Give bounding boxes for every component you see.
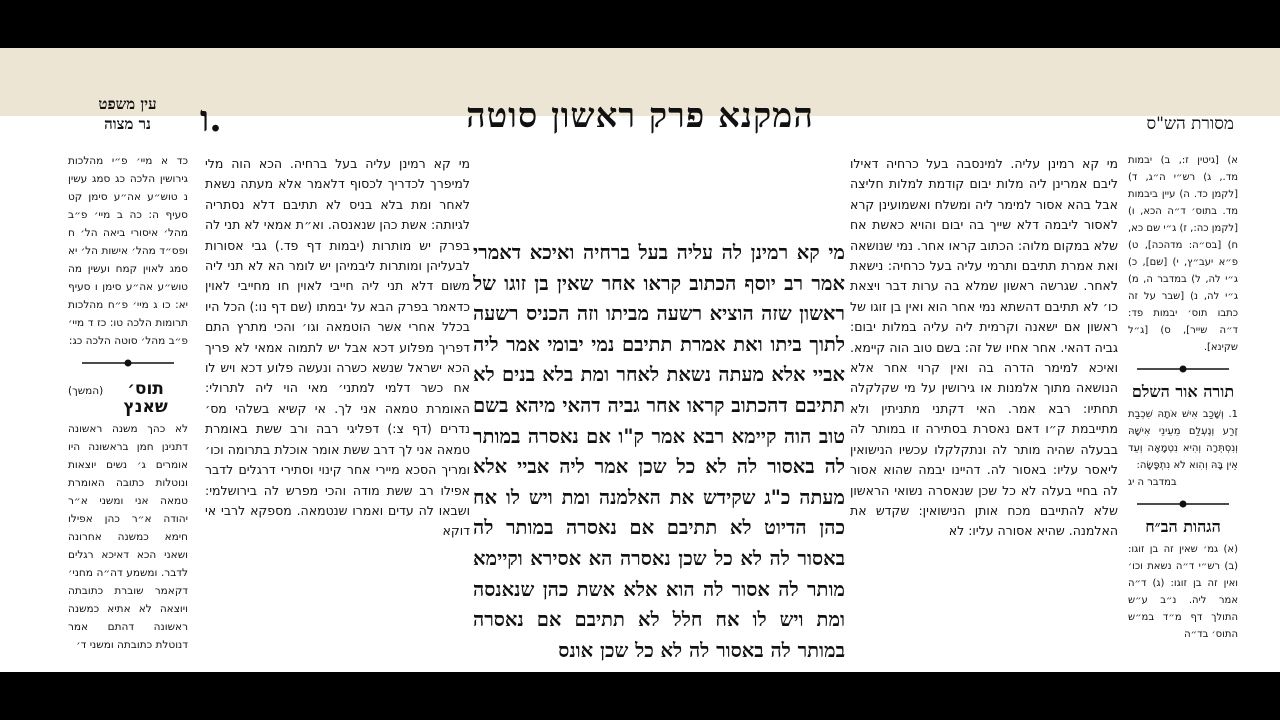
- rashi-text: מי קא רמינן עליה. למינסבה בעל כרחיה דאילו ליבם אמרינן ליה מלות יבום קודמת למלות חליצה אבל בהא אסור למימר ליה ומשלח ואשמועינן קרא לאסור ליבמה דלא שייך בה יבום והויא כאשת אח שלא במקום מלוה: הכתוב קראו אחר. נמי שנושאה ואת אמרת תתיבם ותרמי עליה בעל כרחיה: נישאת לאחר. שגרשה ראשון שמלא בה ערות דבר ויצאת כו׳ לא תתיבם דהשתא נמי אחר הוא ואין בן זוגו של ראשון אם ישאנה וקרמית ליה עליה במלות יבום: גביה דהאי. אחר אחיו של זה: בשם טוב הוה קיימא. ואיכא למימר הדרה בה ואין קרוי אחר אלא הנושאה מתוך אלמנות או גירושין על מי שקלקלה תחתיו: רבא אמר. האי דקתני מתניתין ולא מתייבמת ק״ו דאם נאסרת בסתירה זו במותר לה בבעלה שהיה מותר לה ונתקלקלו עכשיו הנישואין ליאסר עליו: באסור לה. דהיינו יבמה שהוא אסור לה בחיי בעלה לא כל שכן שנאסרה נשואי הראשון שלא להתייבם מכח אותן הנישואין: שקדש את האלמנה. שהיא אסורה עליו: לא: [850, 156, 1118, 539]
- masoret-hashas-notes: א) [גיטין ז:, ב) יבמות מד., ג) רש״י ה״ג, ד) [לקמן כד. ה) עיין ביבמות מד. בתוס׳ ד״ה הכא, ו) [לקמן כה:, ז) ג״י שם כא, ח) [בס״ה: מדהכה], ט) פ״א יעב״ץ, י) [שם], כ) ג״י לה, ל) במדבר ה, מ) ג״י לה, נ) [שבר על זה כתבו תוס׳ יבמות פד: ד״ה שייר], ס) [ג״ל שקינא].: [1128, 155, 1238, 353]
- ein-mishpat-header: [80, 94, 175, 134]
- gemara-text-block: [473, 238, 845, 672]
- left-margin-column: [68, 152, 188, 672]
- ein-mishpat-notes: כד א מיי׳ פ״י מהלכות גירושין הלכה כג סמג עשין נ טוש״ע אה״ע סימן קט סעיף ה: כה ב מיי׳ פ״ב מהל׳ איסורי ביאה הל׳ ח ופס״ד מהל׳ אישות הל׳ יא סמג לאוין קמח ועשין מה טוש״ע אה״ע סימן ו סעיף יא: כו ג מיי׳ פ״ח מהלכות תרומות הלכה טו: כז ד מיי׳ פ״ב מהל׳ סוטה הלכה כג:: [68, 155, 188, 347]
- torah-or-text: 1. וְשָׁכַב אִישׁ אֹתָהּ שִׁכְבַת זֶרַע וְנֶעְלַם מֵעֵינֵי אִישָׁהּ וְנִסְתְּרָה וְהִיא נִטְמָאָה וְעֵד אֵין בָּהּ וְהִוא לֹא נִתְפָּשָׂה:: [1128, 409, 1238, 471]
- talmud-page: [0, 48, 1280, 672]
- tosafot-shantz-title: תוס׳ שאנץ: [123, 379, 168, 417]
- hagahot-bach-text: (א) גמ׳ שאין זה בן זוגו: (ב) רש״י ד״ה נשאת וכו׳ ואין זה בן זוגו: (ג) ד״ה אמר ליה. נ״ב ע״ש התולך דף מ״ד במ״ש התוס׳ בד״ה: [1128, 544, 1238, 640]
- ornament-divider-icon: [1133, 497, 1233, 511]
- tosafot-text: מי קא רמינן עליה בעל ברחיה. הכא הוה מלי למיפרך לכדריך לכסוף דלאמר אלא מעתה נשאת לאחר ומת בלא בניס לא תתיבם דלא נסתריה לגיותה: אשת כהן שנאנסה. וא״ת אמאי לא תני לה בפרק יש מותרות (יבמות דף פד.) גבי אסורות לבעליהן ומותרות ליבמיהן יש לומר הא לא תני ליה משום דלא תני ליה חייבי לאוין חו מחייבי לאוין כדאמר בפרק הבא על יבמתו (שם דף נו:) הכל היו בכלל אחרי אשר הוטמאה וגו׳ והכי מתרץ התם דפריך מפלוע דכא אבל יש לתמוה אמאי לא פריך הכא ישראל שנשא כשרה ונעשה פלוע דכא ויש לו אח כשר דלמי למתני׳ מאי הוי ליה לתרולי: האומרת טמאה אני לך. אי קשיא בשלהי מס׳ נדרים (דף צ:) דפליגי רבה ורב ששת באומרת טמאה אני לך דרב ששת אומר אוכלת בתרומה וכו׳ ומריך הסכא מיירי אחר קינוי וסתירי דרגלים לדבר אפילו רב ששת מודה והכי מפרש לה בירושלמי: ושבאו לה עדים ואמרו שנטמאה. מספקא לרבי אי דוקא: [205, 156, 470, 539]
- folio-number: ו.: [200, 98, 222, 140]
- gemara-text: מי קא רמינן לה עליה בעל ברחיה ואיכא דאמרי אמר רב יוסף הכתוב קראו אחר שאין בן זוגו של ראשון שזה הוציא רשעה מביתו וזה הכניס רשעה לתוך ביתו ואת אמרת תתיבם נמי יבומי אמר ליה אביי אלא מעתה נשאת לאחר ומת בלא בנים לא תתיבם דהכתוב קראו אחר גביה דהאי מיהא בשם טוב הוה קיימא רבא אמר ק"ו אם נאסרה במותר לה באסור לה לא כל שכן אמר ליה אביי אלא מעתה כ"ג שקידש את האלמנה ומת ויש לו אח כהן הדיוט לא תתיבם אם נאסרה במותר לה באסור לה לא כל שכן נאסרה הא אסירא וקיימא מותר לה אסור לה הוא אלא אשת כהן שנאנסה ומת ויש לו אח חלל לא תתיבם אם נאסרה במותר לה באסור לה לא כל שכן אונס: [473, 241, 845, 662]
- tosafot-shantz-text: לא כהך משנה ראשונה דתנינן חמן בראשונה היו אומרים ג׳ נשים יוצאות ונוטלות כתובה האומרת טמאה אני ומשני א״ר יהודה א״ר כהן אפילו חימא כמשנה אחרונה ושאני הכא דאיכא רגלים לדבר. ומשמע דה״ה מחני׳ דקאמר שוברת כתובתה ויוצאה לא אתיא כמשנה ראשונה דהתם אמר דנוטלת כתובתה ומשני ד׳: [68, 423, 188, 651]
- masoret-label: מסורת הש"ס: [1146, 114, 1234, 134]
- ein-mishpat-label: עין משפט: [98, 95, 157, 113]
- torah-or-title: תורה אור השלם: [1131, 382, 1235, 401]
- tosafot-commentary: [205, 154, 470, 672]
- torah-or-reference: במדבר ה יג: [1128, 477, 1177, 488]
- ornament-divider-icon: [78, 356, 178, 370]
- ornament-divider-icon: [1133, 362, 1233, 376]
- hagahot-bach-title: הגהות הב״ח: [1145, 517, 1221, 536]
- right-margin-column: [1128, 152, 1238, 672]
- tosafot-shantz-continued: (המשך): [68, 385, 104, 397]
- rashi-commentary: [850, 154, 1118, 672]
- ner-mitzvah-label: נר מצוה: [104, 115, 151, 133]
- tosafot-shantz-heading: [68, 376, 188, 420]
- page-title: המקנא פרק ראשון סוטה: [466, 96, 814, 136]
